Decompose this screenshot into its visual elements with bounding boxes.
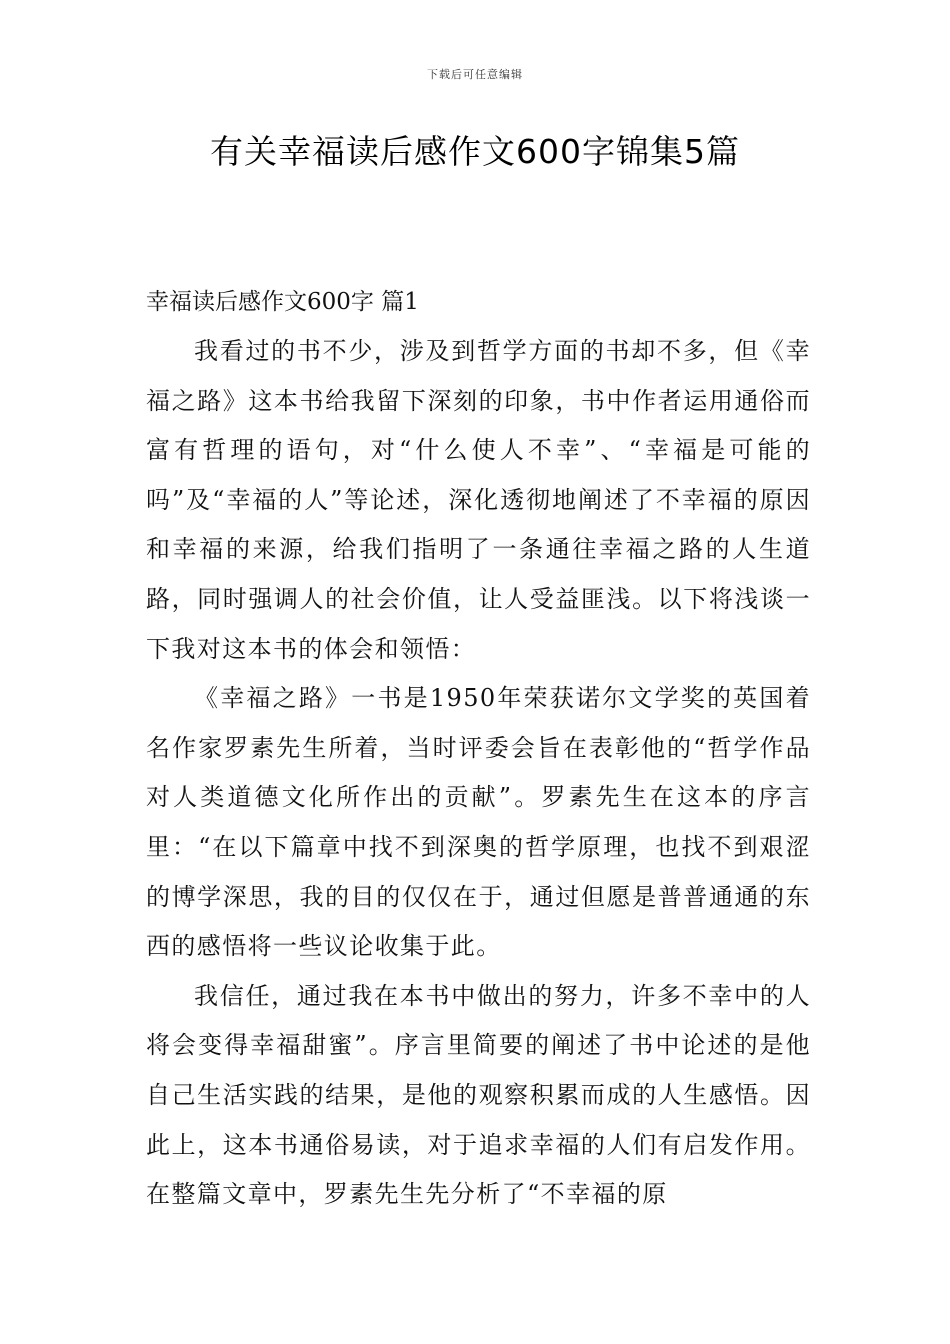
header-note: 下载后可任意编辑 (427, 68, 523, 81)
section-heading: 幸福读后感作文600字 篇1 (146, 289, 419, 315)
paragraph-1: 我看过的书不少，涉及到哲学方面的书却不多，但《幸福之路》这本书给我留下深刻的印象，书中作者运用通俗而富有哲理的语句，对“什么使人不幸”、“幸福是可能的吗”及“幸福的人”等论述，深化透彻地阐述了不幸福的原因和幸福的来源，给我们指明了一条通往幸福之路的人生道路，同时强调人的社会价值，让人受益匪浅。以下将浅谈一下我对这本书的体会和领悟： (146, 337, 811, 663)
document-body (146, 278, 811, 1220)
paragraph-3: 我信任，通过我在本书中做出的努力，许多不幸中的人将会变得幸福甜蜜”。序言里简要的阐述了书中论述的是他自己生活实践的结果，是他的观察积累而成的人生感悟。因此上，这本书通俗易读，对于追求幸福的人们有启发作用。在整篇文章中，罗素先生先分析了“不幸福的原 (146, 981, 811, 1209)
document-title: 有关幸福读后感作文600字锦集5篇 (210, 132, 740, 171)
paragraph-2: 《幸福之路》一书是1950年荣获诺尔文学奖的英国着名作家罗素先生所着，当时评委会旨在表彰他的“哲学作品对人类道德文化所作出的贡献”。罗素先生在这本的序言里：“在以下篇章中找不到深奥的哲学原理，也找不到艰涩的博学深思，我的目的仅仅在于，通过但愿是普普通通的东西的感悟将一些议论收集于此。 (146, 684, 811, 961)
